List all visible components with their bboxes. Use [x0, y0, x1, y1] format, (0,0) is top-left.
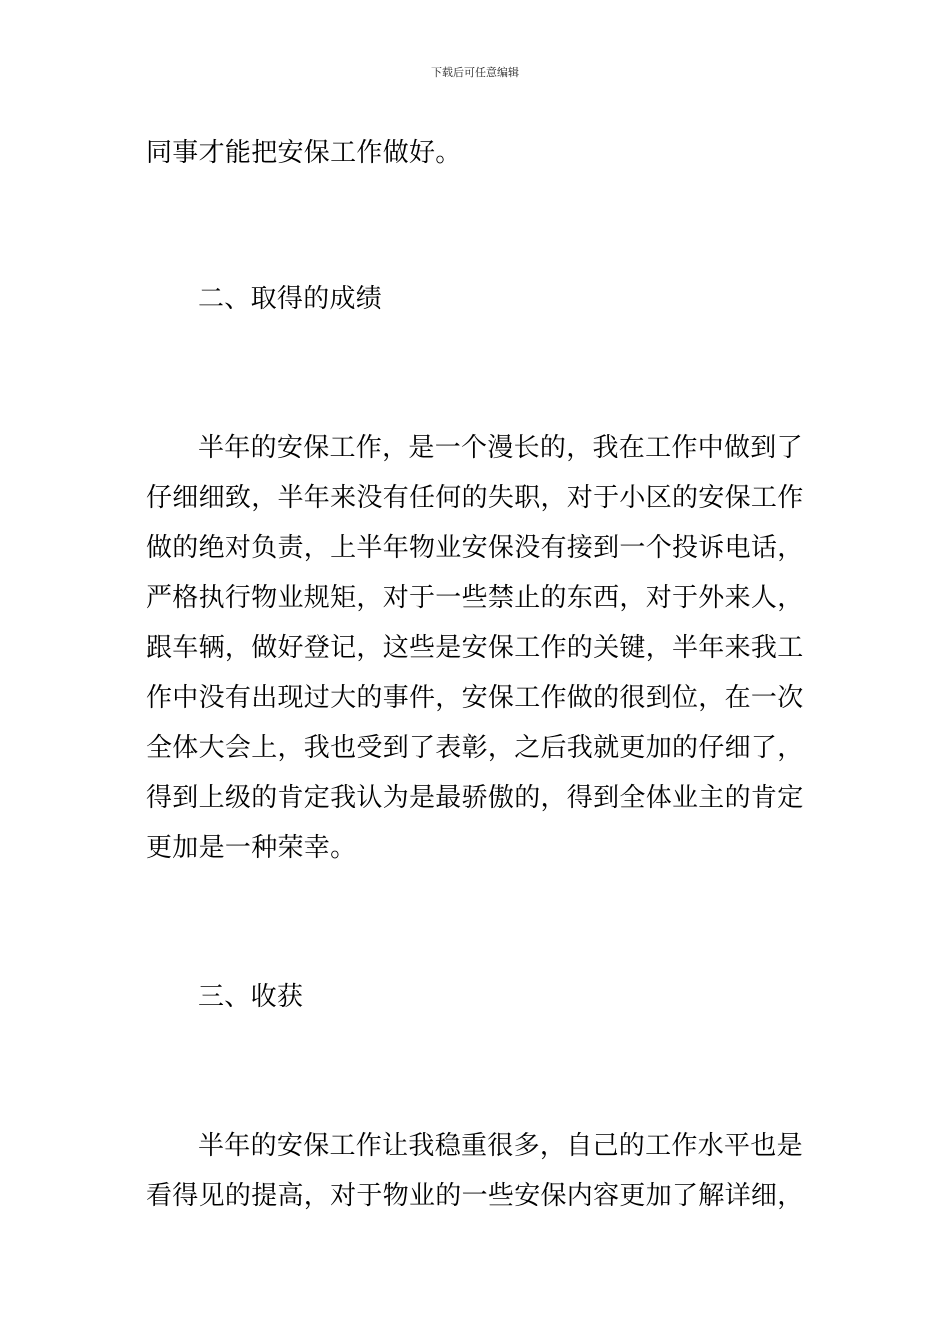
paragraph-line: 更加是一种荣幸。 [146, 833, 357, 863]
paragraph-line: 作中没有出现过大的事件，安保工作做的很到位，在一次 [146, 683, 804, 713]
gains-paragraph [146, 1121, 808, 1221]
paragraph-line: 做的绝对负责，上半年物业安保没有接到一个投诉电话， [146, 533, 804, 563]
page-header: 下载后可任意编辑 [431, 66, 519, 79]
achievements-paragraph [146, 423, 808, 873]
paragraph-line: 半年的安保工作，是一个漫长的，我在工作中做到了 [198, 433, 803, 463]
continued-paragraph-line: 同事才能把安保工作做好。 [146, 138, 462, 168]
paragraph-line: 半年的安保工作让我稳重很多，自己的工作水平也是 [198, 1131, 803, 1161]
section-heading-achievements: 二、取得的成绩 [198, 284, 383, 314]
paragraph-line: 跟车辆，做好登记，这些是安保工作的关键，半年来我工 [146, 633, 804, 663]
paragraph-line: 全体大会上，我也受到了表彰，之后我就更加的仔细了， [146, 733, 804, 763]
paragraph-line: 严格执行物业规矩，对于一些禁止的东西，对于外来人， [146, 583, 804, 613]
paragraph-line: 仔细细致，半年来没有任何的失职，对于小区的安保工作 [146, 483, 804, 513]
paragraph-line: 看得见的提高，对于物业的一些安保内容更加了解详细， [146, 1181, 804, 1211]
section-heading-gains: 三、收获 [198, 982, 304, 1012]
paragraph-line: 得到上级的肯定我认为是最骄傲的，得到全体业主的肯定 [146, 783, 804, 813]
